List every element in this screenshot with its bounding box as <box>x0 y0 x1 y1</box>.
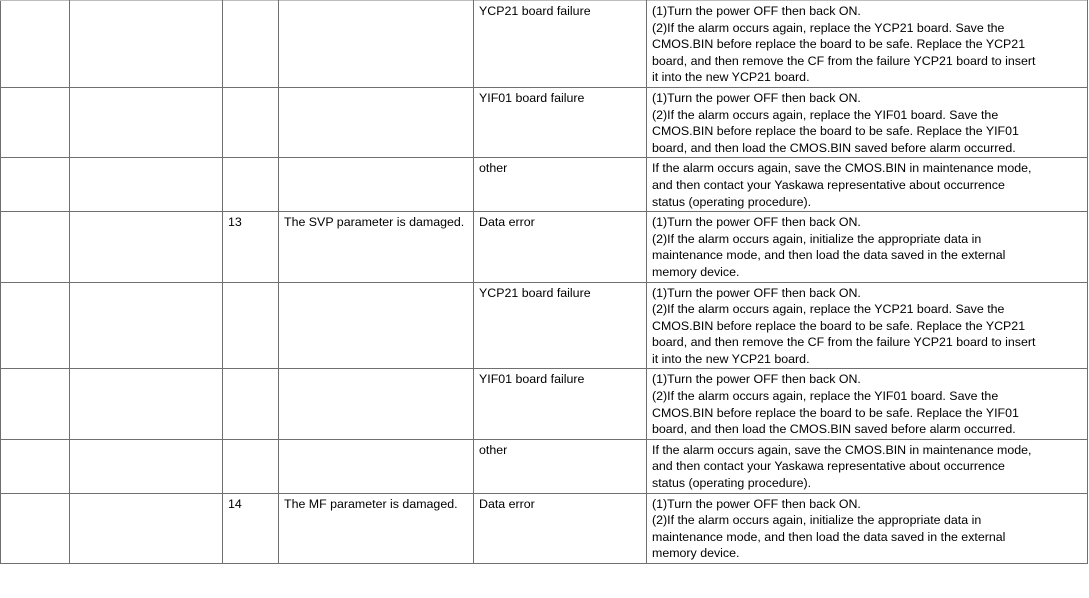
remedy-line: status (operating procedure). <box>652 194 812 209</box>
alarm-code-cell <box>1 212 70 282</box>
remedy-line: it into the new YCP21 board. <box>652 351 810 366</box>
table-row <box>1 493 1088 563</box>
sub-code-cell <box>223 1 279 88</box>
remedy-line: (2)If the alarm occurs again, initialize the appropriate data in <box>652 513 982 528</box>
alarm-code-cell <box>1 493 70 563</box>
cause-cell: other <box>474 439 647 493</box>
remedy-line: (1)Turn the power OFF then back ON. <box>652 215 861 230</box>
sub-code-cell <box>223 369 279 439</box>
remedy-line: maintenance mode, and then load the data saved in the external <box>652 529 1006 544</box>
remedy-line: memory device. <box>652 264 740 279</box>
remedy-line: (2)If the alarm occurs again, replace the YIF01 board. Save the <box>652 389 999 404</box>
content-cell <box>279 158 474 212</box>
remedy-line: maintenance mode, and then load the data saved in the external <box>652 248 1006 263</box>
sub-code-cell <box>223 439 279 493</box>
table-row <box>1 212 1088 282</box>
remedy-line: status (operating procedure). <box>652 476 812 491</box>
remedy-line: (1)Turn the power OFF then back ON. <box>652 285 861 300</box>
remedy-line: (1)Turn the power OFF then back ON. <box>652 4 861 18</box>
remedy-line: CMOS.BIN before replace the board to be safe. Replace the YIF01 <box>652 405 1019 420</box>
cause-cell: Data error <box>474 493 647 563</box>
alarm-name-cell <box>70 87 223 157</box>
sub-code-cell <box>223 87 279 157</box>
remedy-line: and then contact your Yaskawa representative about occurrence <box>652 177 1005 192</box>
remedy-line: (2)If the alarm occurs again, initialize the appropriate data in <box>652 231 982 246</box>
remedy-line: CMOS.BIN before replace the board to be safe. Replace the YCP21 <box>652 37 1026 52</box>
cause-cell: other <box>474 158 647 212</box>
remedy-cell <box>647 212 1088 282</box>
table-row <box>1 1 1088 88</box>
remedy-line: board, and then load the CMOS.BIN saved before alarm occurred. <box>652 422 1016 437</box>
sub-code-cell <box>223 158 279 212</box>
table-row <box>1 369 1088 439</box>
alarm-table-body <box>1 1 1088 564</box>
cause-cell: YCP21 board failure <box>474 1 647 88</box>
remedy-cell <box>647 493 1088 563</box>
sub-code-cell: 13 <box>223 212 279 282</box>
content-cell <box>279 439 474 493</box>
table-row <box>1 87 1088 157</box>
remedy-line: If the alarm occurs again, save the CMOS.BIN in maintenance mode, <box>652 161 1032 176</box>
alarm-name-cell <box>70 369 223 439</box>
table-row <box>1 158 1088 212</box>
remedy-cell <box>647 282 1088 369</box>
remedy-line: board, and then remove the CF from the failure YCP21 board to insert <box>652 53 1036 68</box>
cause-cell: YCP21 board failure <box>474 282 647 369</box>
alarm-code-cell <box>1 282 70 369</box>
remedy-line: (1)Turn the power OFF then back ON. <box>652 372 861 387</box>
table-row <box>1 439 1088 493</box>
remedy-line: (2)If the alarm occurs again, replace the YCP21 board. Save the <box>652 20 1005 35</box>
sub-code-cell <box>223 282 279 369</box>
remedy-cell <box>647 439 1088 493</box>
remedy-line: board, and then remove the CF from the failure YCP21 board to insert <box>652 335 1036 350</box>
cause-cell: YIF01 board failure <box>474 87 647 157</box>
remedy-cell <box>647 369 1088 439</box>
alarm-name-cell <box>70 1 223 88</box>
alarm-name-cell <box>70 282 223 369</box>
remedy-line: board, and then load the CMOS.BIN saved before alarm occurred. <box>652 140 1016 155</box>
cause-cell: Data error <box>474 212 647 282</box>
alarm-code-cell <box>1 87 70 157</box>
content-cell <box>279 282 474 369</box>
cause-cell: YIF01 board failure <box>474 369 647 439</box>
content-cell: The MF parameter is damaged. <box>279 493 474 563</box>
alarm-name-cell <box>70 212 223 282</box>
remedy-line: If the alarm occurs again, save the CMOS.BIN in maintenance mode, <box>652 442 1032 457</box>
alarm-code-cell <box>1 158 70 212</box>
content-cell <box>279 369 474 439</box>
alarm-code-cell <box>1 439 70 493</box>
table-row <box>1 282 1088 369</box>
remedy-line: (1)Turn the power OFF then back ON. <box>652 90 861 105</box>
content-cell: The SVP parameter is damaged. <box>279 212 474 282</box>
sub-code-cell: 14 <box>223 493 279 563</box>
remedy-line: CMOS.BIN before replace the board to be safe. Replace the YCP21 <box>652 318 1026 333</box>
remedy-cell <box>647 158 1088 212</box>
remedy-line: CMOS.BIN before replace the board to be safe. Replace the YIF01 <box>652 124 1019 139</box>
alarm-code-cell <box>1 1 70 88</box>
remedy-line: and then contact your Yaskawa representative about occurrence <box>652 459 1005 474</box>
alarm-name-cell <box>70 439 223 493</box>
remedy-line: (2)If the alarm occurs again, replace the YCP21 board. Save the <box>652 302 1005 317</box>
remedy-line: (1)Turn the power OFF then back ON. <box>652 496 861 511</box>
remedy-line: it into the new YCP21 board. <box>652 70 810 85</box>
content-cell <box>279 1 474 88</box>
remedy-cell <box>647 1 1088 88</box>
alarm-name-cell <box>70 158 223 212</box>
alarm-name-cell <box>70 493 223 563</box>
remedy-line: (2)If the alarm occurs again, replace the YIF01 board. Save the <box>652 107 999 122</box>
alarm-code-cell <box>1 369 70 439</box>
content-cell <box>279 87 474 157</box>
remedy-line: memory device. <box>652 546 740 561</box>
remedy-cell <box>647 87 1088 157</box>
